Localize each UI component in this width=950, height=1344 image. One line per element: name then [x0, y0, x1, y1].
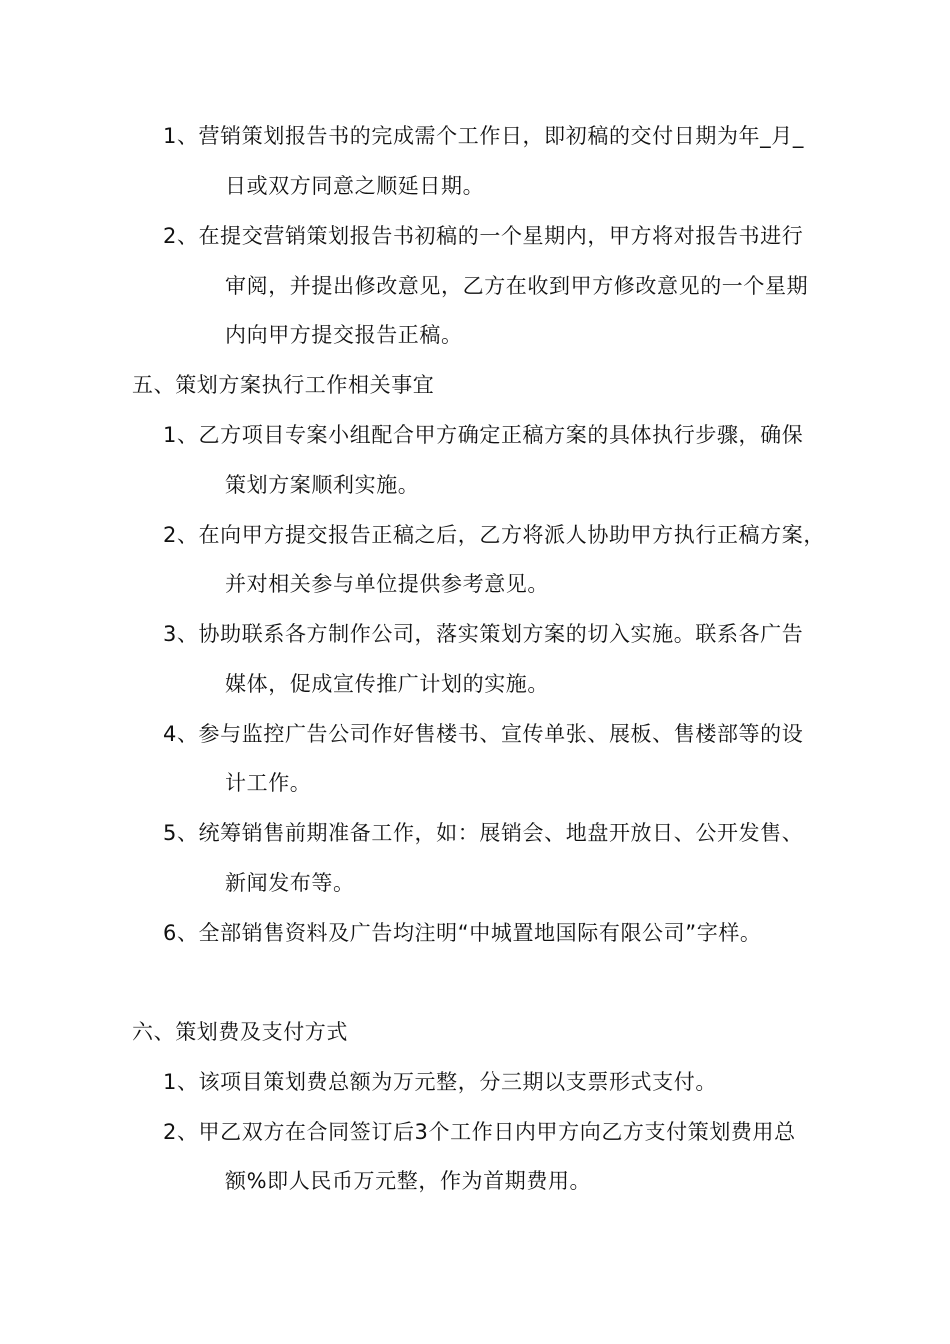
s4-item-2-line-3: 内向甲方提交报告正稿。 [225, 323, 463, 347]
s5-item-1-line-2: 策划方案顺利实施。 [225, 473, 420, 497]
s4-item-2-line-2: 审阅，并提出修改意见，乙方在收到甲方修改意见的一个星期 [225, 274, 809, 298]
s5-item-3-line-2: 媒体，促成宣传推广计划的实施。 [225, 672, 549, 696]
s4-item-2-line-1: 2、在提交营销策划报告书初稿的一个星期内，甲方将对报告书进行 [163, 224, 804, 248]
s5-item-5-line-2: 新闻发布等。 [225, 871, 355, 895]
s6-item-2-line-2: 额%即人民币万元整，作为首期费用。 [225, 1169, 592, 1193]
s6-item-1-line-1: 1、该项目策划费总额为万元整，分三期以支票形式支付。 [163, 1070, 717, 1094]
section-6-heading: 六、策划费及支付方式 [132, 1020, 348, 1044]
s5-item-5-line-1: 5、统筹销售前期准备工作，如：展销会、地盘开放日、公开发售、 [163, 821, 804, 845]
s5-item-2-line-1: 2、在向甲方提交报告正稿之后，乙方将派人协助甲方执行正稿方案， [163, 523, 825, 547]
s5-item-2-line-2: 并对相关参与单位提供参考意见。 [225, 572, 549, 596]
s5-item-3-line-1: 3、协助联系各方制作公司，落实策划方案的切入实施。联系各广告 [163, 622, 804, 646]
s5-item-4-line-1: 4、参与监控广告公司作好售楼书、宣传单张、展板、售楼部等的设 [163, 722, 804, 746]
s4-item-1-line-2: 日或双方同意之顺延日期。 [225, 174, 485, 198]
section-5-heading: 五、策划方案执行工作相关事宜 [132, 373, 435, 397]
s4-item-1-line-1: 1、营销策划报告书的完成需个工作日，即初稿的交付日期为年_月_ [163, 124, 804, 148]
s5-item-1-line-1: 1、乙方项目专案小组配合甲方确定正稿方案的具体执行步骤，确保 [163, 423, 804, 447]
s6-item-2-line-1: 2、甲乙双方在合同签订后3个工作日内甲方向乙方支付策划费用总 [163, 1120, 796, 1144]
s5-item-6-line-1: 6、全部销售资料及广告均注明“中城置地国际有限公司”字样。 [163, 921, 762, 945]
s5-item-4-line-2: 计工作。 [225, 771, 312, 795]
